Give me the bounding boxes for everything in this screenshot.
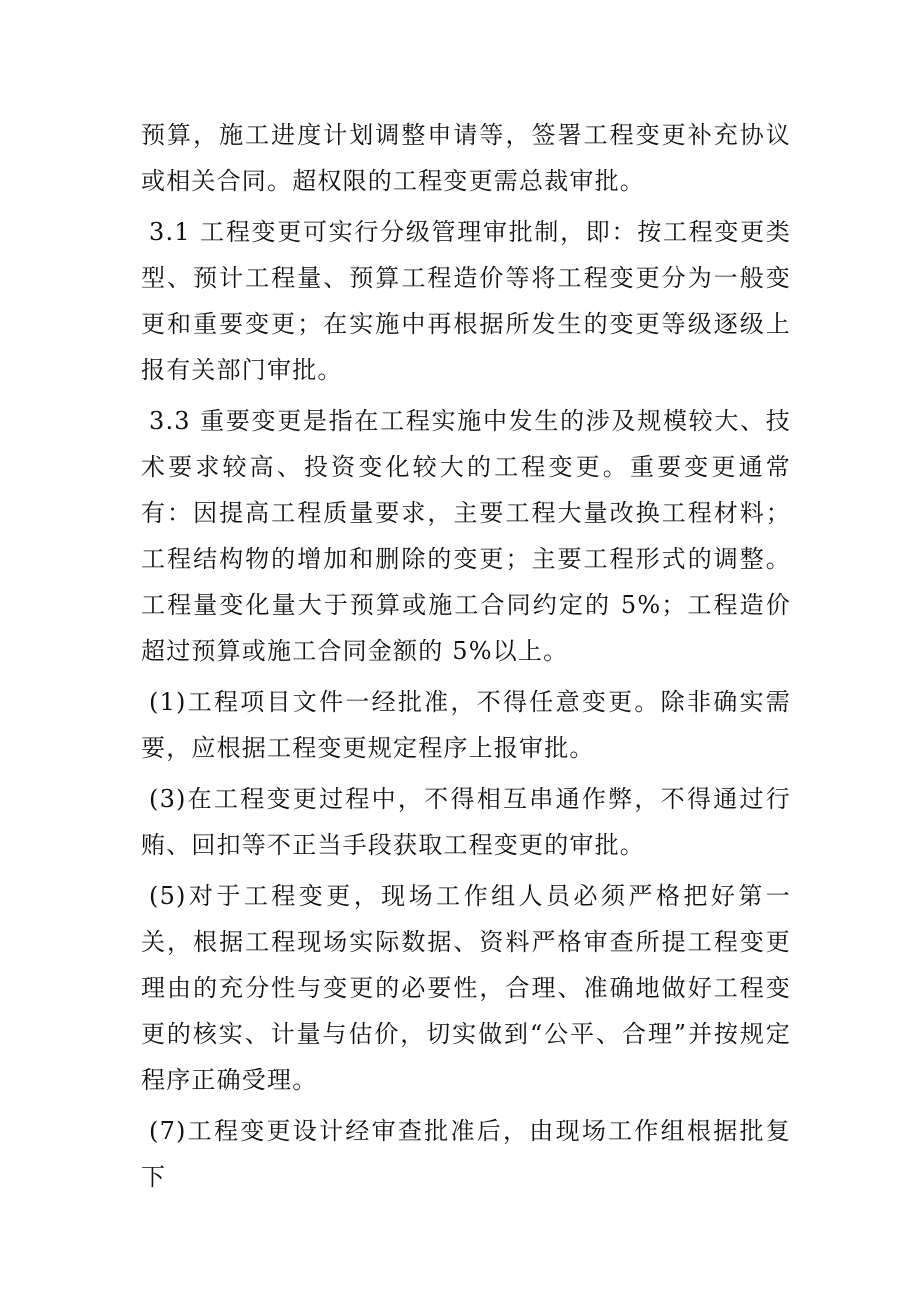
paragraph-3-1: 3.1 工程变更可实行分级管理审批制，即：按工程变更类型、预计工程量、预算工程造价等将工程变更分为一般变更和重要变更；在实施中再根据所发生的变更等级逐级上报有关部门审批。: [141, 218, 791, 384]
paragraph-item-5: (5)对于工程变更，现场工作组人员必须严格把好第一关，根据工程现场实际数据、资料严格审查所提工程变更理由的充分性与变更的必要性，合理、准确地做好工程变更的核实、计量与估价，切实做到“公平、合理”并按规定程序正确受理。: [141, 882, 791, 1094]
paragraph-item-7: (7)工程变更设计经审查批准后，由现场工作组根据批复下: [141, 1117, 791, 1191]
paragraph-item-3: (3)在工程变更过程中，不得相互串通作弊，不得通过行贿、回扣等不正当手段获取工程变更的审批。: [141, 785, 791, 859]
paragraph-3-3: 3.3 重要变更是指在工程实施中发生的涉及规模较大、技术要求较高、投资变化较大的工程变更。重要变更通常有：因提高工程质量要求，主要工程大量改换工程材料；工程结构物的增加和删除的变更；主要工程形式的调整。工程量变化量大于预算或施工合同约定的 5%；工程造价超过预算或施工合同金额的 5%以上。: [141, 407, 791, 665]
paragraph-item-1: (1)工程项目文件一经批准，不得任意变更。除非确实需要，应根据工程变更规定程序上报审批。: [141, 688, 791, 762]
paragraph-budget-continuation: 预算，施工进度计划调整申请等，签署工程变更补充协议或相关合同。超权限的工程变更需总裁审批。: [141, 121, 791, 195]
document-body: [141, 112, 791, 1200]
